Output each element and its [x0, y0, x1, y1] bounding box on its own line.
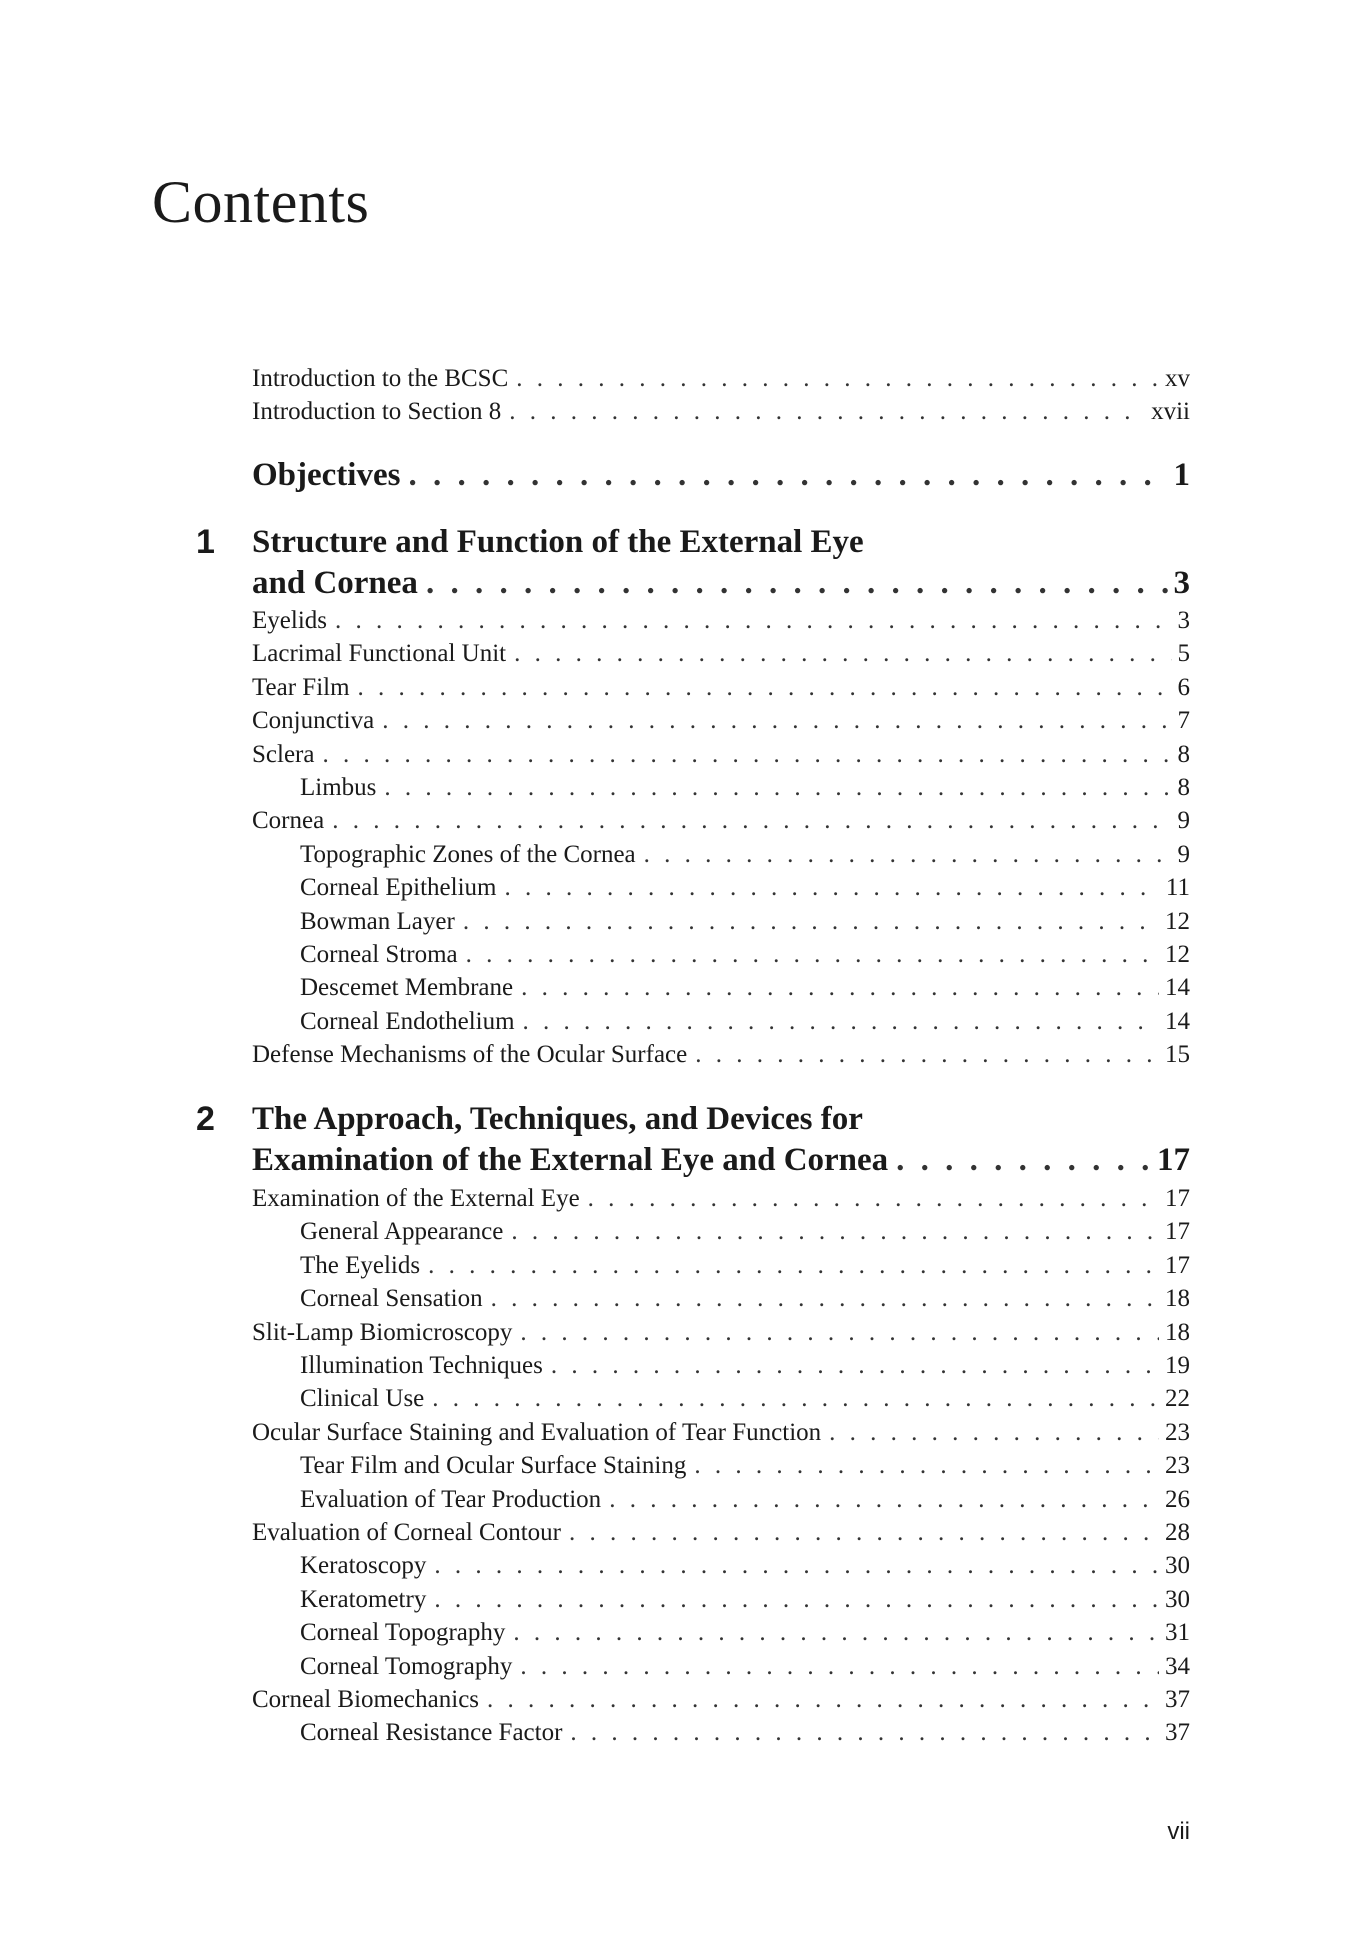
toc-entry[interactable]	[252, 871, 1190, 904]
dot-leader	[408, 455, 1167, 495]
toc-entry-title: Topographic Zones of the Cornea	[300, 840, 636, 868]
toc-entry[interactable]	[252, 1483, 1190, 1516]
chapter-2-number: 2	[196, 1100, 215, 1138]
toc-entry-page: 17	[1165, 1251, 1190, 1279]
toc-entry-title: and Cornea	[252, 565, 418, 601]
toc-entry[interactable]	[252, 738, 1190, 771]
toc-entry-title: Objectives	[252, 457, 401, 493]
toc-entry[interactable]	[252, 771, 1190, 804]
toc-entry-title: General Appearance	[300, 1218, 504, 1246]
toc-entry-page: 30	[1165, 1585, 1190, 1613]
toc-entry-title: Corneal Endothelium	[300, 1007, 515, 1035]
toc-entry[interactable]	[252, 1650, 1190, 1683]
toc-entry-page: 30	[1165, 1552, 1190, 1580]
toc-entry[interactable]	[252, 1449, 1190, 1482]
toc-entry-page: 17	[1157, 1142, 1190, 1178]
toc-entry-title: Corneal Epithelium	[300, 874, 497, 902]
toc-entry[interactable]	[252, 838, 1190, 871]
toc-entry-page: 12	[1165, 907, 1190, 935]
toc-entry-page: 5	[1177, 640, 1190, 668]
dot-leader	[466, 938, 1159, 971]
toc-entry-title: Descemet Membrane	[300, 974, 514, 1002]
page-title: Contents	[152, 169, 370, 235]
toc-entry-title: Clinical Use	[300, 1385, 425, 1413]
toc-entry-page: 3	[1177, 607, 1190, 634]
dot-leader	[694, 1449, 1159, 1482]
toc-entry[interactable]	[252, 804, 1190, 837]
dot-leader	[432, 1382, 1159, 1415]
toc-entry-page: 6	[1177, 673, 1190, 701]
toc-entry-title: Corneal Stroma	[300, 941, 458, 968]
toc-entry-page: xvii	[1151, 398, 1190, 425]
dot-leader	[491, 1282, 1159, 1315]
dot-leader	[463, 905, 1159, 938]
toc-entry-page: 19	[1165, 1352, 1190, 1379]
toc-entry[interactable]	[252, 704, 1190, 737]
toc-entry-title: Tear Film	[252, 673, 350, 701]
toc-entry[interactable]	[252, 1005, 1190, 1038]
toc-entry[interactable]	[252, 905, 1190, 938]
dot-leader	[644, 838, 1172, 871]
toc-entry[interactable]	[252, 1316, 1190, 1349]
toc-entry[interactable]	[252, 637, 1190, 670]
toc-entry-title: Corneal Tomography	[300, 1652, 513, 1680]
toc-entry-title: Limbus	[300, 774, 377, 801]
dot-leader	[569, 1516, 1159, 1549]
dot-leader	[521, 971, 1159, 1004]
toc-entry-page: 3	[1173, 565, 1190, 601]
chapter-2-title-line-2[interactable]	[252, 1140, 1190, 1180]
chapter-1-title-line-2[interactable]	[252, 563, 1190, 603]
toc-entry[interactable]	[252, 1549, 1190, 1582]
dot-leader	[588, 1182, 1159, 1215]
toc-entry-page: 14	[1165, 1007, 1190, 1035]
toc-entry-title: Cornea	[252, 807, 325, 835]
toc-entry-page: 37	[1165, 1719, 1190, 1747]
dot-leader	[335, 604, 1172, 637]
toc-entry-title: Introduction to Section 8	[252, 398, 502, 425]
toc-entry[interactable]	[252, 1038, 1190, 1071]
page-number: vii	[1167, 1818, 1190, 1845]
toc-entry-title: Ocular Surface Staining and Evaluation of Tear Function	[252, 1418, 822, 1446]
toc-entry[interactable]	[252, 1683, 1190, 1716]
toc-entry-title: Keratoscopy	[300, 1552, 427, 1580]
toc-entry-title: Examination of the External Eye	[252, 1185, 580, 1212]
dot-leader	[516, 362, 1159, 395]
toc-entry-page: xv	[1165, 365, 1190, 392]
dot-leader	[434, 1549, 1159, 1582]
toc-entry-page: 1	[1173, 457, 1190, 493]
dot-leader	[426, 563, 1168, 603]
dot-leader	[520, 1650, 1159, 1683]
toc-entry[interactable]	[252, 1416, 1190, 1449]
toc-entry-title: Corneal Sensation	[300, 1285, 483, 1313]
toc-entry[interactable]	[252, 1616, 1190, 1649]
toc-entry-page: 15	[1165, 1041, 1190, 1069]
toc-entry-page: 12	[1165, 941, 1190, 968]
chapter-1-title-line-1[interactable]: Structure and Function of the External Eye	[252, 524, 864, 560]
dot-leader	[358, 671, 1172, 704]
toc-entry-title: Introduction to the BCSC	[252, 365, 509, 392]
dot-leader	[487, 1683, 1159, 1716]
toc-entry-title: Examination of the External Eye and Cornea	[252, 1142, 889, 1178]
toc-entry[interactable]	[252, 1182, 1190, 1215]
toc-entry-title: Slit-Lamp Biomicroscopy	[252, 1318, 513, 1346]
toc-entry[interactable]	[252, 1516, 1190, 1549]
toc-entry-title: Conjunctiva	[252, 707, 375, 735]
toc-entry-page: 7	[1177, 707, 1190, 735]
toc-entry-page: 11	[1165, 874, 1190, 902]
dot-leader	[511, 1215, 1159, 1248]
dot-leader	[382, 704, 1171, 737]
toc-entry-title: Lacrimal Functional Unit	[252, 640, 507, 668]
toc-entry[interactable]	[252, 1382, 1190, 1415]
dot-leader	[695, 1038, 1159, 1071]
toc-entry-title: Corneal Topography	[300, 1619, 506, 1647]
dot-leader	[829, 1416, 1159, 1449]
dot-leader	[570, 1716, 1159, 1749]
dot-leader	[434, 1583, 1159, 1616]
toc-entry-title: Corneal Resistance Factor	[300, 1719, 563, 1747]
toc-entry-page: 14	[1165, 974, 1190, 1002]
toc-entry-page: 34	[1165, 1652, 1190, 1680]
toc-entry-title: Bowman Layer	[300, 907, 455, 935]
toc-entry[interactable]	[252, 1215, 1190, 1248]
toc-entry-title: Sclera	[252, 740, 315, 768]
toc-entry-page: 37	[1165, 1686, 1190, 1713]
toc-entry[interactable]	[252, 971, 1190, 1004]
toc-entry-title: Corneal Biomechanics	[252, 1686, 480, 1713]
toc-entry[interactable]	[252, 938, 1190, 971]
toc-entry-objectives[interactable]	[252, 455, 1190, 495]
toc-entry[interactable]	[252, 604, 1190, 637]
toc-entry[interactable]	[252, 1583, 1190, 1616]
chapter-1-number: 1	[196, 523, 215, 561]
dot-leader	[322, 738, 1171, 771]
dot-leader	[896, 1140, 1151, 1180]
dot-leader	[428, 1249, 1159, 1282]
toc-entry-page: 9	[1177, 840, 1190, 868]
dot-leader	[509, 395, 1145, 428]
toc-entry-page: 18	[1165, 1285, 1190, 1313]
chapter-2-title-line-1[interactable]: The Approach, Techniques, and Devices for	[252, 1101, 863, 1137]
toc-entry-page: 23	[1165, 1418, 1190, 1446]
toc-entry-page: 18	[1165, 1318, 1190, 1346]
toc-entry-title: Defense Mechanisms of the Ocular Surface	[252, 1041, 688, 1069]
toc-entry-title: Illumination Techniques	[300, 1352, 543, 1379]
dot-leader	[609, 1483, 1159, 1516]
toc-entry-title: Evaluation of Corneal Contour	[252, 1519, 561, 1546]
toc-entry-title: The Eyelids	[300, 1251, 421, 1279]
toc-entry-page: 26	[1165, 1485, 1190, 1513]
dot-leader	[504, 871, 1159, 904]
toc-entry-page: 17	[1165, 1185, 1190, 1212]
toc-entry-title: Evaluation of Tear Production	[300, 1485, 602, 1513]
toc-entry[interactable]	[252, 1349, 1190, 1382]
toc-entry-page: 8	[1177, 774, 1190, 801]
toc-entry-page: 31	[1165, 1619, 1190, 1647]
dot-leader	[513, 1616, 1159, 1649]
dot-leader	[514, 637, 1171, 670]
toc-entry-title: Eyelids	[252, 607, 327, 634]
toc-entry[interactable]	[252, 1716, 1190, 1749]
toc-entry[interactable]	[252, 671, 1190, 704]
toc-entry-page: 28	[1165, 1519, 1190, 1546]
dot-leader	[332, 804, 1171, 837]
toc-entry-page: 8	[1177, 740, 1190, 768]
toc-entry-intro-bcsc[interactable]	[252, 362, 1190, 395]
dot-leader	[523, 1005, 1159, 1038]
dot-leader	[520, 1316, 1159, 1349]
dot-leader	[551, 1349, 1159, 1382]
toc-entry-title: Keratometry	[300, 1585, 427, 1613]
toc-entry-page: 17	[1165, 1218, 1190, 1246]
toc-entry-page: 22	[1165, 1385, 1190, 1413]
toc-entry-page: 23	[1165, 1452, 1190, 1480]
toc-entry[interactable]	[252, 1282, 1190, 1315]
toc-entry-intro-section[interactable]	[252, 395, 1190, 428]
dot-leader	[384, 771, 1171, 804]
toc-entry-page: 9	[1177, 807, 1190, 835]
toc-entry-title: Tear Film and Ocular Surface Staining	[300, 1452, 687, 1480]
toc-entry[interactable]	[252, 1249, 1190, 1282]
